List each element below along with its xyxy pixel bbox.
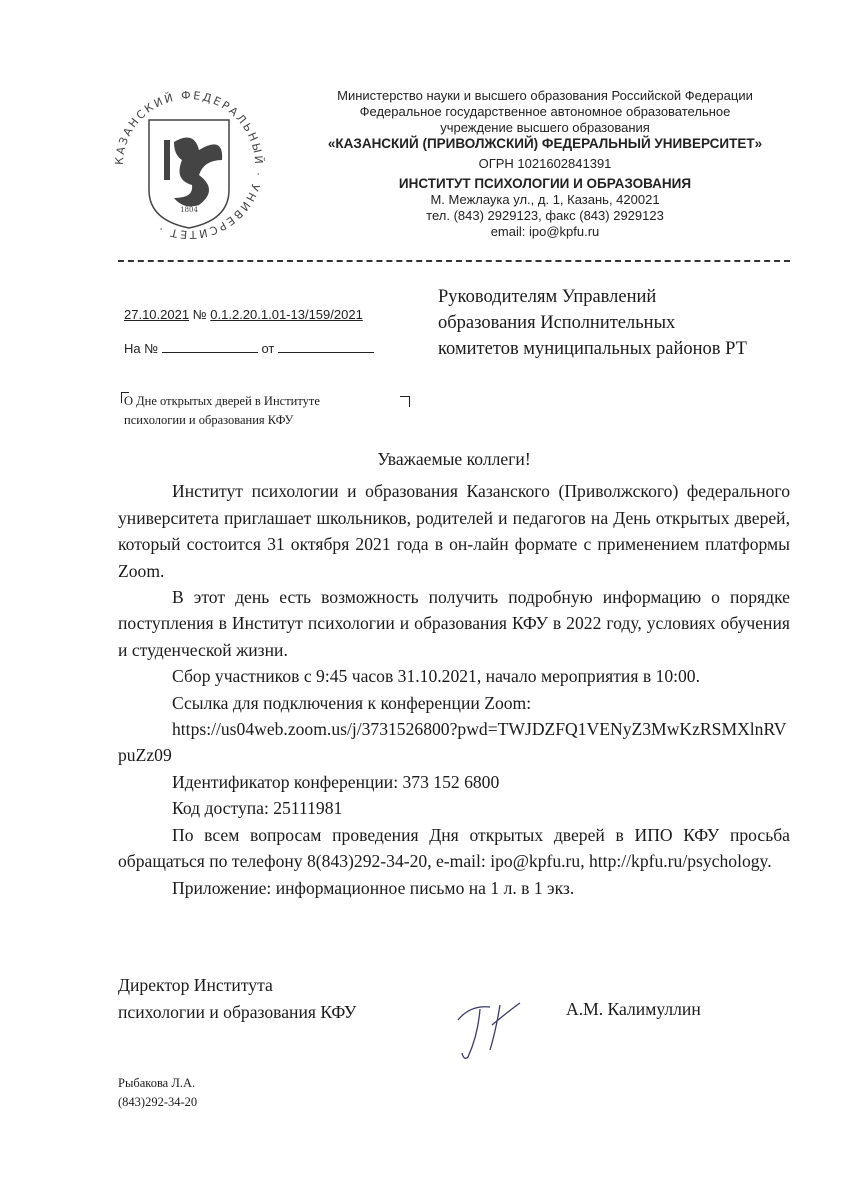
ogrn: ОГРН 1021602841391 <box>478 156 612 171</box>
registration-block <box>124 298 374 366</box>
university-logo <box>104 80 274 250</box>
no-label: № <box>192 307 207 322</box>
address: М. Межлаука ул., д. 1, Казань, 420021 <box>430 192 660 207</box>
email: email: ipo@kpfu.ru <box>490 224 600 239</box>
paragraph: Институт психологии и образования Казанского (Приволжского) федерального университета приглашает школьников, родителей и педагогов на День открытых дверей, который состоится 31 октября 2021 года в он-лайн формате с применением платформы Zoom. <box>118 481 790 581</box>
paragraph: В этот день есть возможность получить подробную информацию о порядке поступления в Институт психологии и образования КФУ в 2022 году, условиях обучения и студенческой жизни. <box>118 587 790 660</box>
phone: тел. (843) 2929123, факс (843) 2929123 <box>426 208 664 223</box>
conference-id: Идентификатор конференции: 373 152 6800 <box>172 771 500 792</box>
subject: О Дне открытых дверей в Институте психологии и образования КФУ <box>124 394 320 427</box>
signature-title <box>118 972 356 1026</box>
addressee-line: комитетов муниципальных районов РТ <box>438 339 747 359</box>
handwritten-signature <box>450 995 530 1065</box>
signature-title-line: Директор Института <box>118 975 273 995</box>
divider <box>118 260 790 262</box>
paragraph: Сбор участников с 9:45 часов 31.10.2021, начало мероприятия в 10:00. <box>172 666 700 687</box>
addressee <box>438 284 747 362</box>
reply-label: На № <box>124 341 159 356</box>
university-name: «КАЗАНСКИЙ (ПРИВОЛЖСКИЙ) ФЕДЕРАЛЬНЫЙ УНИВЕРСИТЕТ» <box>327 136 763 151</box>
executor-phone: (843)292-34-20 <box>118 1095 198 1109</box>
from-label: от <box>261 341 275 356</box>
subject-corner-right <box>400 396 410 407</box>
addressee-line: Руководителям Управлений <box>438 287 657 307</box>
addressee-line: образования Исполнительных <box>438 313 676 333</box>
letter-body <box>118 446 790 901</box>
access-code: Код доступа: 25111981 <box>172 798 343 819</box>
signature-title-line: психологии и образования КФУ <box>118 1002 357 1022</box>
ministry: Министерство науки и высшего образования Российской Федерации <box>337 88 753 103</box>
org-type-2: учреждение высшего образования <box>440 120 650 135</box>
greeting: Уважаемые коллеги! <box>377 449 531 469</box>
doc-date: 27.10.2021 <box>124 307 190 322</box>
signatory-name: А.М. Калимуллин <box>566 999 701 1019</box>
executor-name: Рыбакова Л.А. <box>118 1076 196 1090</box>
svg-text:1804: 1804 <box>180 206 198 214</box>
doc-number: 0.1.2.20.1.01-13/159/2021 <box>210 307 363 322</box>
paragraph: Ссылка для подключения к конференции Zoom: <box>172 692 532 713</box>
zoom-link[interactable]: https://us04web.zoom.us/j/3731526800?pwd=TWJDZFQ1VENyZ3MwKzRSMXlnRVpuZz09 <box>118 719 787 766</box>
attachment: Приложение: информационное письмо на 1 л. в 1 экз. <box>172 877 575 898</box>
institute-name: ИНСТИТУТ ПСИХОЛОГИИ И ОБРАЗОВАНИЯ <box>398 176 692 191</box>
org-type: Федеральное государственное автономное образовательное <box>359 104 731 119</box>
reply-date-blank <box>278 340 374 353</box>
executor <box>118 1074 197 1112</box>
reply-number-blank <box>162 340 258 353</box>
letterhead <box>300 88 790 240</box>
svg-text:КАЗАНСКИЙ ФЕДЕРАЛЬНЫЙ · УНИВЕР: КАЗАНСКИЙ ФЕДЕРАЛЬНЫЙ · УНИВЕРСИТЕТ · <box>112 88 266 242</box>
paragraph: По всем вопросам проведения Дня открытых дверей в ИПО КФУ просьба обращаться по телефону 8(843)292-34-20, e-mail: ipo@kpfu.ru, http://kpfu.ru/psychology. <box>118 824 790 872</box>
